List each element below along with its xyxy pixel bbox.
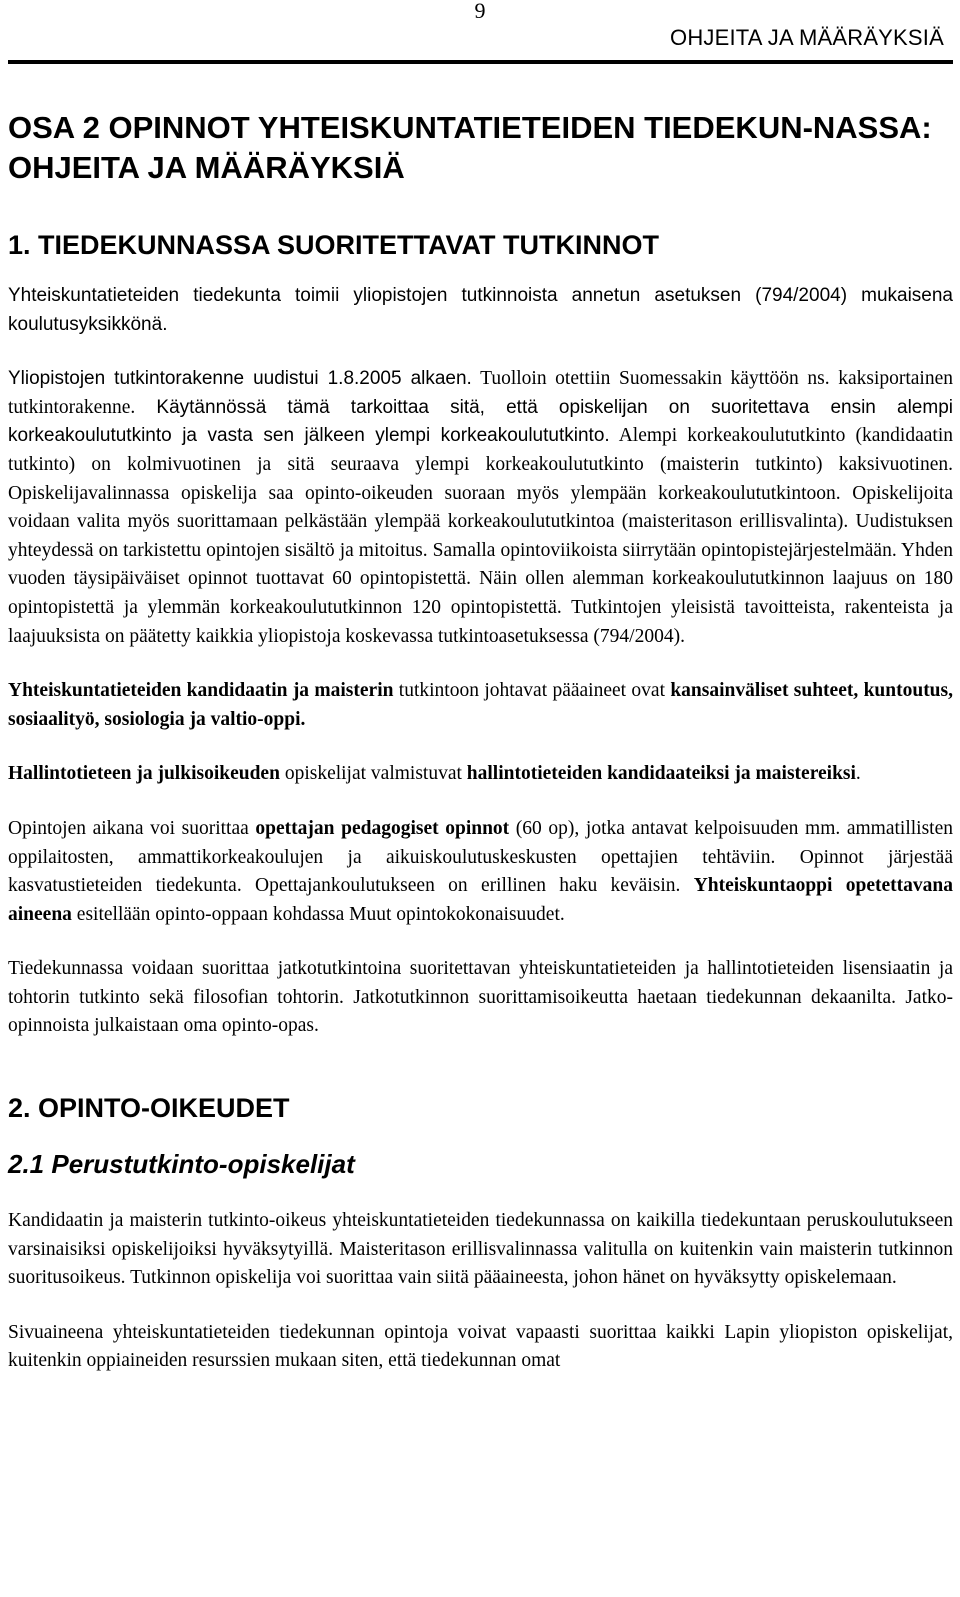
section-1-paragraph-4 bbox=[8, 760, 953, 789]
p5-text-2: (60 op), jotka antavat kelpoisuuden mm. ammatillisten oppilaitosten, ammattikorkeakoulujen ja aikuiskoulutuskeskusten opettajien tehtäviin. Opinnot järjestää kasvatustieteiden tiedekunta. Opettajankoulutukseen on erillinen haku keväisin. bbox=[8, 817, 954, 897]
p2-sans-2: Käytännössä tämä tarkoittaa sitä, että opiskelijan on suoritettava ensin alempi korkeakoulututkinto ja vasta sen jälkeen ylempi korkeakoulututkinto. bbox=[8, 396, 953, 447]
p3-bold-2: kansainväliset suhteet, kuntoutus, sosiaalityö, sosiologia ja valtio-oppi. bbox=[8, 680, 953, 730]
p2-serif-1: Tuolloin otettiin Suomessakin käyttöön ns. kaksiportainen tutkintorakenne. bbox=[8, 368, 954, 418]
part-title: OSA 2 OPINNOT YHTEISKUNTATIETEIDEN TIEDEKUN-NASSA: OHJEITA JA MÄÄRÄYKSIÄ bbox=[8, 110, 932, 185]
p2-sans-lead: Yliopistojen tutkintorakenne uudistui 1.8.2005 alkaen. bbox=[8, 368, 472, 390]
page-content bbox=[8, 108, 953, 1376]
running-header: OHJEITA JA MÄÄRÄYKSIÄ bbox=[670, 25, 944, 50]
p4-bold-2: hallintotieteiden kandidaateiksi ja maistereiksi bbox=[466, 763, 856, 785]
p3-bold-1: Yhteiskuntatieteiden kandidaatin ja maisterin bbox=[8, 680, 394, 702]
section-2-1-heading: 2.1 Perustutkinto-opiskelijat bbox=[8, 1149, 355, 1180]
section-1-paragraph-3 bbox=[8, 677, 953, 734]
section-1-paragraph-1: Yhteiskuntatieteiden tiedekunta toimii yliopistojen tutkinnoista annetun asetuksen (794/2004) mukaisena koulutusyksikkönä. bbox=[8, 285, 953, 335]
section-1-paragraph-5 bbox=[8, 815, 953, 929]
p4-text-2: . bbox=[855, 763, 861, 785]
p2-serif-rest: Alempi korkeakoulututkinto (kandidaatin tutkinto) on kolmivuotinen ja sitä seuraava ylempi korkeakoulututkinto (maisterin tutkinto) kaksivuotinen. Opiskelijavalinnassa opiskelija saa opinto-oikeuden suoraan myös ylempään korkeakoulututkintoon. Opiskelijoita voidaan valita myös suorittamaan pelkästään ylempää korkeakoulututkintoa (maisteritason erillisvalinta). Uudistuksen yhteydessä on tarkistettu opintojen sisältö ja mitoitus. Samalla opintoviikoista siirrytään opintopistejärjestelmään. Yhden vuoden täysipäiväiset opinnot tuottavat 60 opintopistettä. Näin ollen alemman korkeakoulututkinnon laajuus on 180 opintopistettä ja ylemmän korkeakoulututkinnon 120 opintopistettä. Tutkintojen yleisistä tavoitteista, rakenteista ja laajuuksista on päätetty kaikkia yliopistoja koskevassa tutkintoasetuksessa (794/2004). bbox=[8, 425, 953, 647]
p4-bold-1: Hallintotieteen ja julkisoikeuden bbox=[8, 763, 280, 785]
section-2-heading: 2. OPINTO-OIKEUDET bbox=[8, 1093, 290, 1124]
p3-text-1: tutkintoon johtavat pääaineet ovat bbox=[393, 680, 671, 702]
p5-text-1: Opintojen aikana voi suorittaa bbox=[8, 817, 256, 839]
section-2-paragraph-1: Kandidaatin ja maisterin tutkinto-oikeus yhteiskuntatieteiden tiedekunnassa on kaikilla tiedekuntaan peruskoulutukseen varsinaisiksi opiskelijoiksi hyväksytyillä. Maisteritason erillisvalinnassa valitulla on kuitenkin vain maisterin tutkinnon suoritusoikeus. Tutkinnon opiskelija voi suorittaa vain siitä pääaineesta, johon hänet on hyväksytty opiskelemaan. bbox=[8, 1210, 953, 1289]
p5-bold-2: Yhteiskuntaoppi opetettavana aineena bbox=[8, 875, 953, 925]
p4-text-1: opiskelijat valmistuvat bbox=[279, 763, 467, 785]
section-1-heading: 1. TIEDEKUNNASSA SUORITETTAVAT TUTKINNOT bbox=[8, 230, 659, 260]
section-1-paragraph-6: Tiedekunnassa voidaan suorittaa jatkotutkintoina suoritettavan yhteiskuntatieteiden ja hallintotieteiden lisensiaatin ja tohtorin tutkinto sekä filosofian tohtorin. Jatkotutkinnon suorittamisoikeutta haetaan tiedekunnan dekaanilta. Jatko-opinnoista julkaistaan oma opinto-opas. bbox=[8, 958, 953, 1037]
p5-text-3: esitellään opinto-oppaan kohdassa Muut opintokokonaisuudet. bbox=[71, 903, 565, 925]
section-2-paragraph-2: Sivuaineena yhteiskuntatieteiden tiedekunnan opintoja voivat vapaasti suorittaa kaikki Lapin yliopiston opiskelijat, kuitenkin oppiaineiden resurssien mukaan siten, että tiedekunnan omat bbox=[8, 1321, 953, 1372]
p5-bold-1: opettajan pedagogiset opinnot bbox=[255, 817, 510, 839]
page-number: 9 bbox=[474, 0, 486, 23]
header-rule bbox=[8, 60, 953, 64]
section-1-paragraph-2 bbox=[8, 365, 953, 651]
